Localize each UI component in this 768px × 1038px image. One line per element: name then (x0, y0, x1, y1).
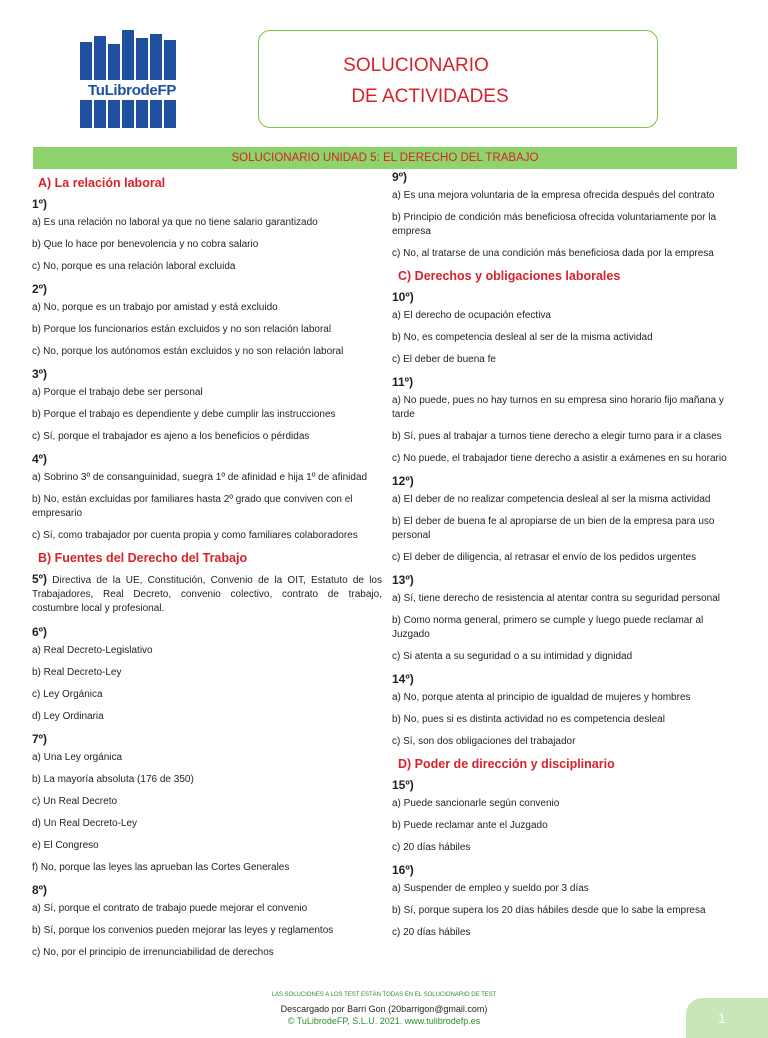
question-number: 2º) (32, 282, 48, 296)
answer: a) Real Decreto-Legislativo (32, 645, 153, 656)
footer-copyright: © TuLibrodeFP, S.L.U. 2021. www.tulibrodefp.es (287, 1016, 481, 1026)
question-number: 3º) (32, 367, 48, 381)
answer: c) Si atenta a su seguridad o a su intimidad y dignidad (392, 651, 633, 662)
answer: a) Sí, tiene derecho de resistencia al atentar contra su seguridad personal (392, 593, 720, 604)
page-number: 1 (718, 1010, 726, 1026)
answer: d) Ley Ordinaria (32, 711, 104, 722)
answer: a) Una Ley orgánica (32, 752, 123, 763)
answer: b) Porque los funcionarios están excluidos y no son relación laboral (32, 324, 332, 335)
logo-text: TuLibrodeFP (87, 82, 177, 99)
answer: c) Un Real Decreto (32, 796, 118, 807)
answer: c) Sí, son dos obligaciones del trabajador (392, 736, 576, 747)
answer: Directiva de la UE, Constitución, Convenio de la OIT, Estatuto de los Trabajadores, Real Decreto, convenio colectivo, contrato de trabajo, costumbre local y profesional. (32, 575, 382, 614)
question-5 (32, 572, 382, 616)
answer: a) Suspender de empleo y sueldo por 3 días (392, 883, 589, 894)
question-number: 5º) (32, 572, 48, 586)
answer: d) Un Real Decreto-Ley (32, 818, 138, 829)
answer: a) El derecho de ocupación efectiva (392, 310, 551, 321)
answer: a) Puede sancionarle según convenio (392, 798, 560, 809)
answer: b) Sí, porque los convenios pueden mejorar las leyes y reglamentos (32, 925, 334, 936)
answer: a) El deber de no realizar competencia desleal al ser la misma actividad (392, 494, 711, 505)
answer: b) Real Decreto-Ley (32, 667, 122, 678)
unit-banner-text: SOLUCIONARIO UNIDAD 5: EL DERECHO DEL TRABAJO (231, 152, 539, 164)
answer: c) No, porque es una relación laboral excluida (32, 261, 236, 272)
section-heading: A) La relación laboral (38, 176, 166, 190)
answer: a) Es una relación no laboral ya que no tiene salario garantizado (32, 217, 318, 228)
answer: a) Es una mejora voluntaria de la empresa ofrecida después del contrato (392, 190, 715, 201)
answer: c) Ley Orgánica (32, 689, 103, 700)
section-heading: B) Fuentes del Derecho del Trabajo (38, 551, 248, 565)
answer: a) No, porque atenta al principio de igualdad de mujeres y hombres (392, 692, 691, 703)
books-logo-icon (80, 28, 184, 80)
answer: b) Sí, porque supera los 20 días hábiles desde que lo sabe la empresa (392, 905, 706, 916)
answer: c) Sí, porque el trabajador es ajeno a los beneficios o pérdidas (32, 431, 310, 442)
question-number: 4º) (32, 452, 48, 466)
answer: c) El deber de diligencia, al retrasar el envío de los pedidos urgentes (392, 552, 697, 563)
answer: c) No, por el principio de irrenunciabilidad de derechos (32, 947, 274, 958)
books-base-icon (80, 100, 184, 128)
right-column (392, 170, 742, 948)
answer: c) Sí, como trabajador por cuenta propia y como familiares colaboradores (32, 530, 358, 541)
question-number: 1º) (32, 197, 48, 211)
answer: a) Porque el trabajo debe ser personal (32, 387, 203, 398)
left-column (32, 170, 382, 968)
question-number: 10º) (392, 290, 414, 304)
answer: c) No, al tratarse de una condición más beneficiosa dada por la empresa (392, 248, 714, 259)
answer: c) No, porque los autónomos están excluidos y no son relación laboral (32, 346, 344, 357)
answer: c) El deber de buena fe (392, 354, 496, 365)
footer-note: LAS SOLUCIONES A LOS TEST ESTÁN TODAS EN EL SOLUCIONARIO DE TEST (271, 992, 497, 998)
question-number: 13º) (392, 573, 414, 587)
answer: c) 20 días hábiles (392, 842, 471, 853)
title-line-1: SOLUCIONARIO (343, 55, 489, 76)
question-number: 11º) (392, 375, 414, 389)
answer: e) El Congreso (32, 840, 99, 851)
answer: a) Sí, porque el contrato de trabajo puede mejorar el convenio (32, 903, 308, 914)
question-number: 9º) (392, 170, 408, 184)
answer: a) No, porque es un trabajo por amistad y está excluido (32, 302, 278, 313)
page-number-tab (686, 998, 768, 1038)
answer: f) No, porque las leyes las aprueban las Cortes Generales (32, 862, 290, 873)
question-number: 14º) (392, 672, 414, 686)
answer: b) No, pues si es distinta actividad no es competencia desleal (392, 714, 665, 725)
question-number: 8º) (32, 883, 48, 897)
answer: b) Que lo hace por benevolencia y no cobra salario (32, 239, 259, 250)
answer: b) El deber de buena fe al apropiarse de un bien de la empresa para uso personal (392, 516, 715, 541)
question-number: 12º) (392, 474, 414, 488)
answer: c) 20 días hábiles (392, 927, 471, 938)
answer: b) Como norma general, primero se cumple y luego puede reclamar al Juzgado (392, 615, 704, 640)
answer: b) La mayoría absoluta (176 de 350) (32, 774, 194, 785)
answer: b) No, están excluidas por familiares hasta 2º grado que conviven con el empresario (32, 494, 353, 519)
answer: b) Porque el trabajo es dependiente y debe cumplir las instrucciones (32, 409, 336, 420)
section-heading: D) Poder de dirección y disciplinario (398, 757, 615, 771)
answer: b) Puede reclamar ante el Juzgado (392, 820, 548, 831)
question-number: 15º) (392, 778, 414, 792)
footer-download: Descargado por Barri Gon (20barrigon@gmail.com) (280, 1004, 488, 1014)
answer: a) No puede, pues no hay turnos en su empresa sino horario fijo mañana y tarde (392, 395, 724, 420)
unit-banner (33, 147, 737, 169)
answer: c) No puede, el trabajador tiene derecho a asistir a exámenes en su horario (392, 453, 727, 464)
question-number: 16º) (392, 863, 414, 877)
section-heading: C) Derechos y obligaciones laborales (398, 269, 621, 283)
question-number: 6º) (32, 625, 48, 639)
brand-logo (80, 28, 184, 128)
answer: a) Sobrino 3º de consanguinidad, suegra 1º de afinidad e hija 1º de afinidad (32, 472, 368, 483)
title-line-2: DE ACTIVIDADES (351, 86, 509, 107)
answer: b) Sí, pues al trabajar a turnos tiene derecho a elegir turno para ir a clases (392, 431, 722, 442)
question-number: 7º) (32, 732, 48, 746)
answer: b) Principio de condición más beneficiosa ofrecida voluntariamente por la empresa (392, 212, 717, 237)
title-box (258, 30, 658, 128)
answer: b) No, es competencia desleal al ser de la misma actividad (392, 332, 653, 343)
